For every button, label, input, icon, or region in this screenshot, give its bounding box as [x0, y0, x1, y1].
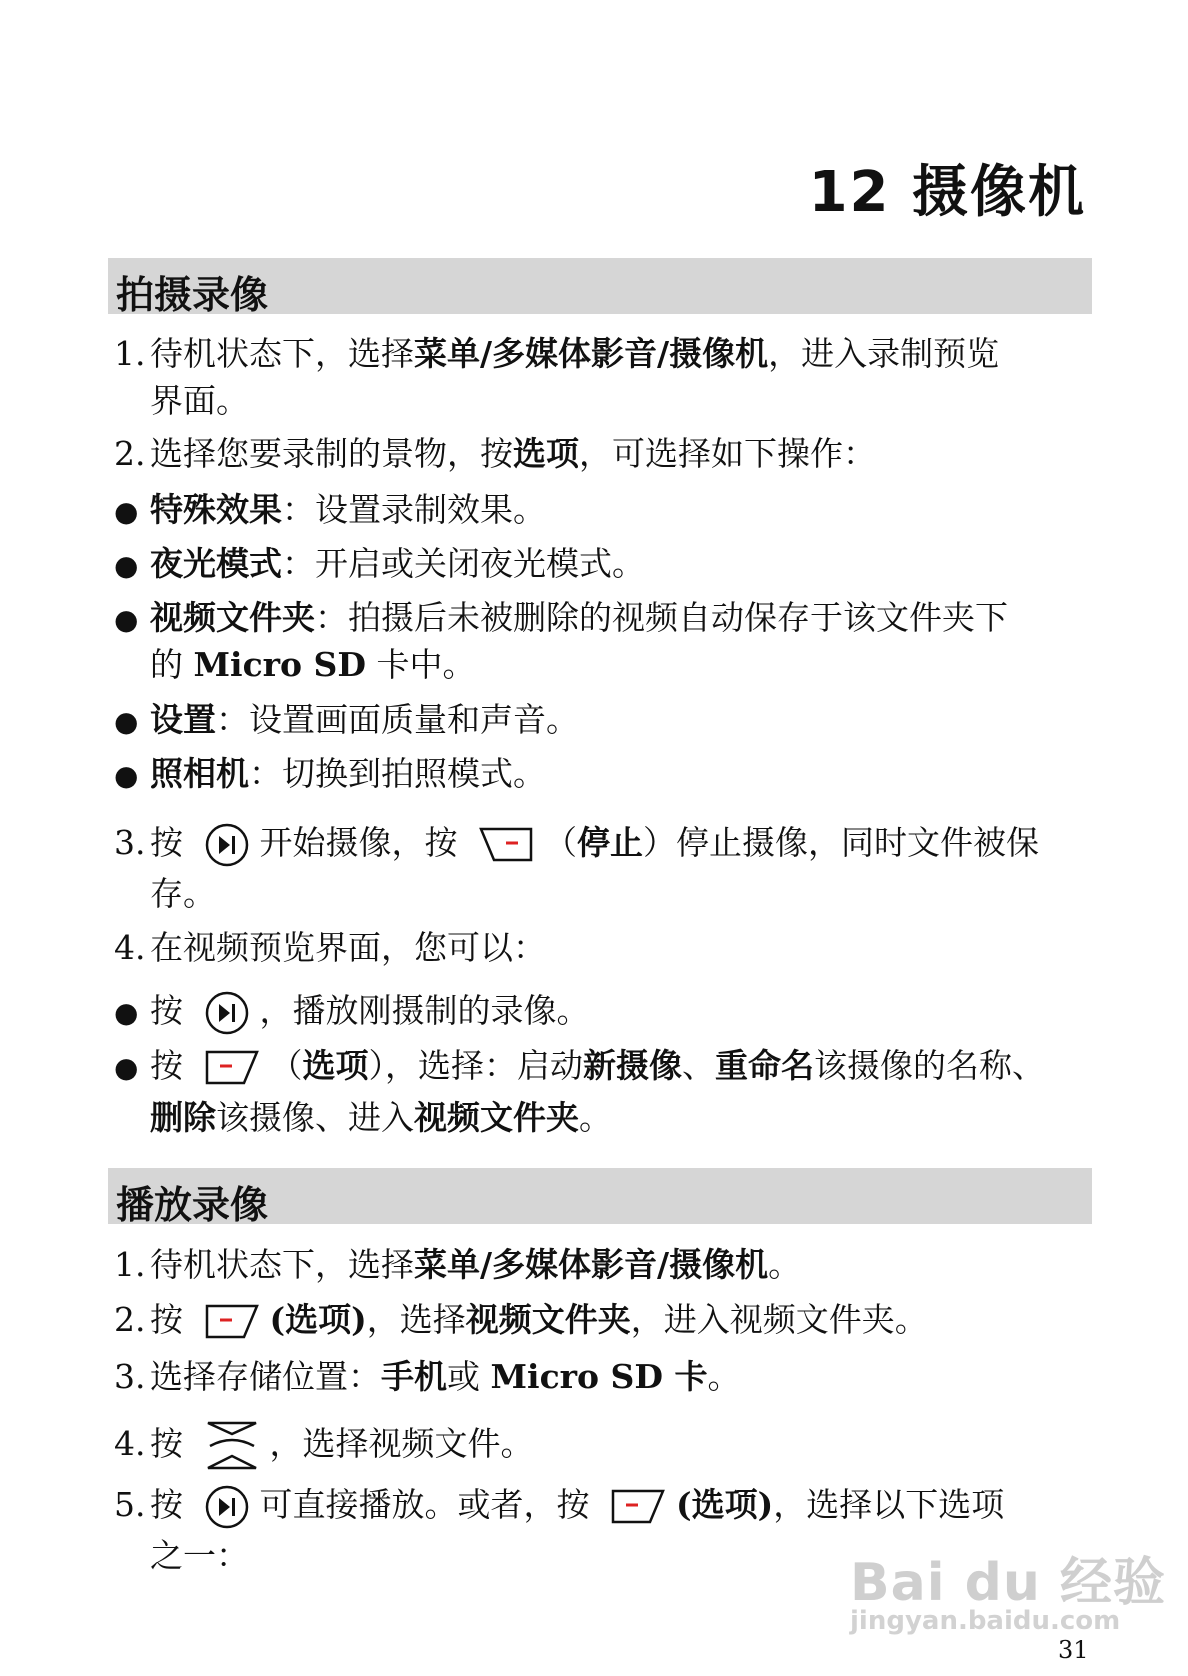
play-pause-key-icon: [204, 990, 250, 1036]
bullet-options-cont: 删除该摄像、进入视频文件夹。: [150, 1098, 612, 1137]
chapter-title: 12 摄像机: [808, 160, 1086, 225]
bullet-video-folder-cont: 的 Micro SD 卡中。: [150, 645, 476, 684]
bullet-night-mode: ● 夜光模式：开启或关闭夜光模式。: [114, 544, 645, 583]
record-step-4: 4. 在视频预览界面，您可以：: [114, 928, 546, 967]
navigation-key-icon: [204, 1420, 260, 1472]
record-step-3: 3. 按 开始摄像，按 （停止）停止摄像，同时文件被保: [114, 822, 1039, 868]
play-step-5-cont: 之一：: [150, 1536, 249, 1575]
section-header-record: [108, 258, 1092, 317]
bullet-camera: ● 照相机：切换到拍照模式。: [114, 754, 546, 793]
bullet-options: ● 按 （选项），选择：启动新摄像、重命名该摄像的名称、: [114, 1046, 1045, 1085]
play-step-3: 3. 选择存储位置：手机或 Micro SD 卡。: [114, 1357, 741, 1396]
record-step-3-cont: 存。: [150, 874, 216, 913]
left-soft-key-icon: [204, 1303, 260, 1341]
left-soft-key-icon: [610, 1488, 666, 1526]
right-soft-key-icon: [478, 826, 534, 864]
bullet-special-effects: ● 特殊效果：设置录制效果。: [114, 490, 546, 529]
play-step-4: 4. 按 ，选择视频文件。: [114, 1420, 534, 1472]
bullet-play-recording: ● 按 ，播放刚摄制的录像。: [114, 990, 590, 1036]
left-soft-key-icon: [204, 1049, 260, 1087]
record-step-2: 2. 选择您要录制的景物，按选项，可选择如下操作：: [114, 434, 876, 473]
play-pause-key-icon: [204, 1484, 250, 1530]
play-step-1: 1. 待机状态下，选择菜单/多媒体影音/摄像机。: [114, 1245, 802, 1284]
baidu-watermark-logo: Bai du 经验: [850, 1553, 1166, 1613]
play-step-2: 2. 按 (选项)，选择视频文件夹，进入视频文件夹。: [114, 1300, 928, 1339]
record-step-1: 1. 待机状态下，选择菜单/多媒体影音/摄像机，进入录制预览: [114, 334, 1000, 373]
baidu-watermark-url: jingyan.baidu.com: [850, 1606, 1121, 1636]
record-step-1-cont: 界面。: [150, 381, 249, 420]
section-title: 播放录像: [116, 1183, 269, 1227]
section-header-playback: [108, 1168, 1092, 1227]
play-pause-key-icon: [204, 822, 250, 868]
play-step-5: 5. 按 可直接播放。或者，按 (选项)，选择以下选项: [114, 1484, 1004, 1530]
section-title: 拍摄录像: [116, 273, 269, 317]
bullet-settings: ● 设置：设置画面质量和声音。: [114, 700, 579, 739]
page-number: 31: [1058, 1636, 1089, 1664]
bullet-video-folder: ● 视频文件夹：拍摄后未被删除的视频自动保存于该文件夹下: [114, 598, 1008, 637]
